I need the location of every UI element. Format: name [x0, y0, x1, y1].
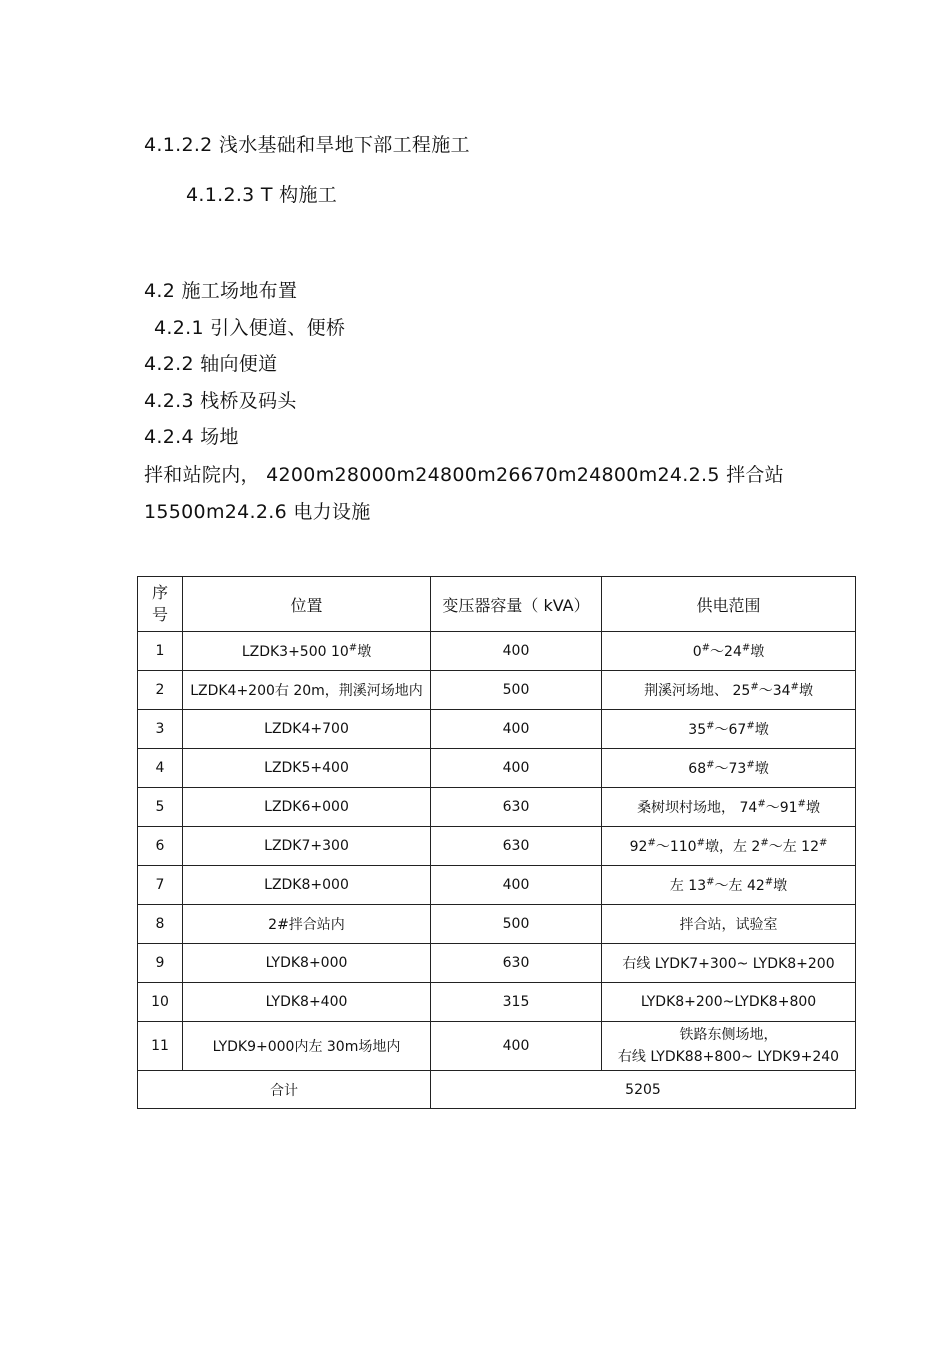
cell-capacity: 400: [431, 710, 602, 749]
total-value: 5205: [431, 1071, 856, 1109]
table-row: [138, 632, 856, 671]
cell-capacity: 630: [431, 788, 602, 827]
cell-range: 92#～110#墩，左 2#～左 12#: [602, 827, 856, 866]
cell-location: LZDK8+000: [183, 866, 431, 905]
cell-range: 铁路东侧场地， 右线 LYDK88+800~ LYDK9+240: [602, 1022, 856, 1071]
cell-no: 4: [138, 749, 183, 788]
header-capacity: 变压器容量（ kVA）: [431, 577, 602, 632]
table-row: [138, 983, 856, 1022]
transformer-table: [137, 576, 856, 1109]
cell-capacity: 315: [431, 983, 602, 1022]
cell-range: 35#～67#墩: [602, 710, 856, 749]
table-total-row: [138, 1071, 856, 1109]
cell-no: 3: [138, 710, 183, 749]
cell-no: 2: [138, 671, 183, 710]
table-row: [138, 905, 856, 944]
cell-no: 8: [138, 905, 183, 944]
heading-4-2-1: 4.2.1 引入便道、便桥: [154, 317, 346, 339]
table-header-row: [138, 577, 856, 632]
table-row: [138, 788, 856, 827]
cell-capacity: 500: [431, 671, 602, 710]
cell-range: 左 13#～左 42#墩: [602, 866, 856, 905]
cell-capacity: 400: [431, 632, 602, 671]
cell-location: LYDK8+000: [183, 944, 431, 983]
table-row: [138, 671, 856, 710]
cell-no: 10: [138, 983, 183, 1022]
cell-location: LZDK7+300: [183, 827, 431, 866]
cell-location: LZDK6+000: [183, 788, 431, 827]
header-no: 序 号: [138, 577, 183, 632]
heading-4-2: 4.2 施工场地布置: [144, 280, 298, 302]
table-row: [138, 827, 856, 866]
header-range: 供电范围: [602, 577, 856, 632]
cell-range: 拌合站，试验室: [602, 905, 856, 944]
cell-range: 0#～24#墩: [602, 632, 856, 671]
heading-4-2-4: 4.2.4 场地: [144, 426, 239, 448]
cell-no: 7: [138, 866, 183, 905]
cell-location: LZDK4+700: [183, 710, 431, 749]
cell-capacity: 630: [431, 827, 602, 866]
cell-location: LYDK8+400: [183, 983, 431, 1022]
cell-no: 11: [138, 1022, 183, 1071]
cell-no: 6: [138, 827, 183, 866]
cell-location: LZDK3+500 10#墩: [183, 632, 431, 671]
mixing-station-text: 15500m24.2.6 电力设施: [144, 501, 371, 523]
cell-no: 9: [138, 944, 183, 983]
cell-capacity: 400: [431, 866, 602, 905]
cell-location: LZDK4+200右 20m，荆溪河场地内: [183, 671, 431, 710]
cell-no: 5: [138, 788, 183, 827]
header-location: 位置: [183, 577, 431, 632]
cell-range: 桑树坝村场地， 74#～91#墩: [602, 788, 856, 827]
cell-location: LZDK5+400: [183, 749, 431, 788]
cell-range: LYDK8+200~LYDK8+800: [602, 983, 856, 1022]
cell-range: 68#～73#墩: [602, 749, 856, 788]
cell-capacity: 500: [431, 905, 602, 944]
table-row: [138, 749, 856, 788]
cell-location: 2#拌合站内: [183, 905, 431, 944]
table-row: [138, 1022, 856, 1071]
cell-range: 右线 LYDK7+300~ LYDK8+200: [602, 944, 856, 983]
table-row: [138, 866, 856, 905]
table-row: [138, 710, 856, 749]
total-label: 合计: [138, 1071, 431, 1109]
heading-4-1-2-3: 4.1.2.3 T 构施工: [186, 184, 338, 206]
cell-location: LYDK9+000内左 30m场地内: [183, 1022, 431, 1071]
cell-no: 1: [138, 632, 183, 671]
cell-range: 荆溪河场地、 25#～34#墩: [602, 671, 856, 710]
heading-4-2-2: 4.2.2 轴向便道: [144, 353, 278, 375]
heading-4-2-3: 4.2.3 栈桥及码头: [144, 390, 297, 412]
cell-capacity: 400: [431, 1022, 602, 1071]
site-area-text: 拌和站院内， 4200m28000m24800m26670m24800m24.2.5 拌合站: [144, 464, 784, 486]
heading-4-1-2-2: 4.1.2.2 浅水基础和旱地下部工程施工: [144, 134, 470, 156]
table-row: [138, 944, 856, 983]
cell-capacity: 400: [431, 749, 602, 788]
cell-capacity: 630: [431, 944, 602, 983]
